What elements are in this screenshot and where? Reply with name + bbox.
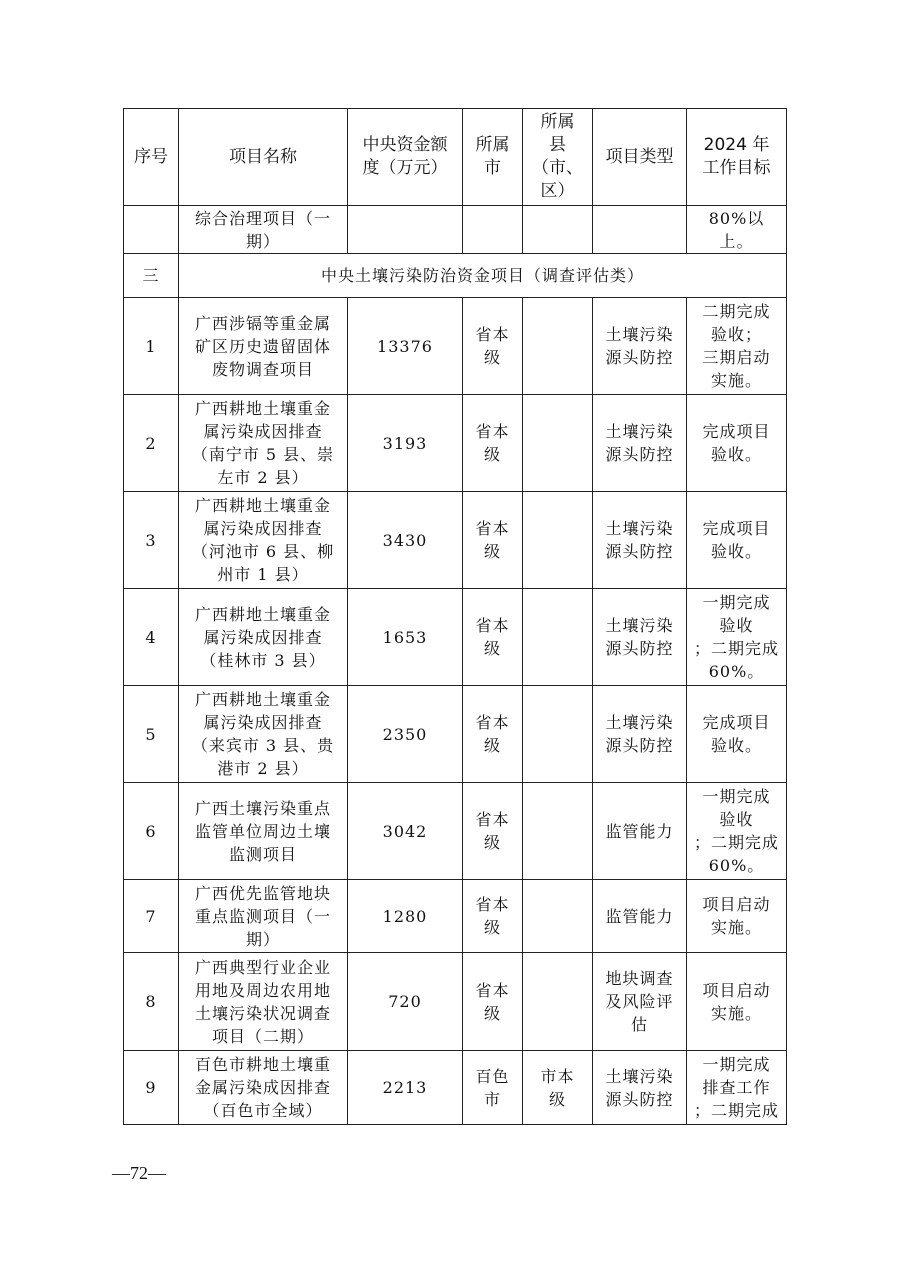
cell-line: 验收	[719, 810, 754, 829]
cell-city	[463, 1051, 523, 1125]
cell-line: 省本	[475, 519, 510, 538]
cell-line: 13376	[377, 336, 433, 356]
cell-line: 省本	[475, 980, 510, 1000]
cell-line: 矿区历史遗留固体	[194, 336, 331, 356]
cell-line: 完成项目	[702, 713, 771, 732]
cell-line: 省本	[475, 616, 510, 635]
cell-line: 720	[388, 992, 422, 1011]
cell-line: 土壤污染	[605, 1066, 674, 1086]
cell-line: 土壤污染	[605, 713, 674, 732]
cell-line: 广西耕地土壤重金	[194, 496, 331, 515]
section-seq: 三	[124, 254, 179, 298]
cell-name: 综合治理项目（一 期）	[179, 206, 348, 254]
cell-line: 属污染成因排查	[203, 627, 323, 647]
cell-line: 9	[145, 1078, 157, 1097]
cell-amount	[348, 953, 463, 1051]
cell-amount	[348, 783, 463, 880]
cell-line: 源头防控	[605, 1089, 674, 1109]
cell-line: 港市 2 县）	[217, 759, 309, 778]
cell-type	[593, 206, 687, 254]
cell-line: 市本	[540, 1066, 575, 1086]
cell-line: 3430	[382, 530, 428, 550]
cell-name	[179, 1051, 348, 1125]
cell-line: 8	[145, 992, 157, 1011]
cell-name	[179, 686, 348, 783]
cell-line: 级	[483, 1003, 501, 1023]
cell-seq	[124, 206, 179, 254]
cell-line: 广西优先监管地块	[194, 883, 331, 903]
header-amount: 中央资金额 度（万元）	[348, 109, 463, 206]
cell-name	[179, 880, 348, 953]
cell-county	[523, 1051, 593, 1125]
cell-city	[463, 206, 523, 254]
cell-name	[179, 395, 348, 492]
cell-line: 一期完成	[702, 787, 771, 806]
cell-line: 项目启动	[702, 895, 771, 914]
cell-line: 估	[630, 1015, 648, 1034]
cell-county	[523, 880, 593, 953]
cell-target	[687, 298, 787, 395]
cell-line: 60%。	[708, 856, 765, 875]
cell-line: 级	[483, 918, 501, 937]
cell-line: 级	[548, 1089, 566, 1109]
cell-line: 源头防控	[605, 542, 674, 561]
cell-line: 级	[483, 348, 501, 367]
cell-city	[463, 783, 523, 880]
table-row	[124, 880, 787, 953]
table-row	[124, 1051, 787, 1125]
cell-line: 1280	[382, 906, 428, 926]
cell-amount	[348, 880, 463, 953]
cell-line: 源头防控	[605, 348, 674, 367]
cell-line: （河池市 6 县、柳	[191, 542, 335, 561]
cell-line: 源头防控	[605, 639, 674, 658]
cell-city	[463, 589, 523, 686]
cell-amount	[348, 1051, 463, 1125]
cell-line: 级	[483, 736, 501, 755]
cell-target	[687, 783, 787, 880]
header-city: 所属 市	[463, 109, 523, 206]
cell-amount	[348, 686, 463, 783]
cell-target	[687, 589, 787, 686]
table-row	[124, 395, 787, 492]
cell-seq	[124, 298, 179, 395]
cell-seq	[124, 395, 179, 492]
cell-line: 60%。	[708, 662, 765, 681]
cell-line: 省本	[475, 810, 510, 829]
cell-line: 广西耕地土壤重金	[194, 690, 331, 709]
cell-seq	[124, 953, 179, 1051]
section-title: 中央土壤污染防治资金项目（调查评估类）	[179, 254, 787, 298]
header-county: 所属 县 （市、 区）	[523, 109, 593, 206]
cell-seq	[124, 1051, 179, 1125]
cell-line: 左市 2 县）	[217, 468, 309, 487]
cell-seq	[124, 686, 179, 783]
cell-name	[179, 783, 348, 880]
cell-line: ；二期完成	[693, 1101, 779, 1120]
cell-line: （来宾市 3 县、贵	[191, 736, 335, 755]
cell-line: 完成项目	[702, 422, 771, 441]
cell-amount	[348, 492, 463, 589]
cell-county	[523, 953, 593, 1051]
header-type: 项目类型	[593, 109, 687, 206]
header-name: 项目名称	[179, 109, 348, 206]
cell-name	[179, 589, 348, 686]
cell-target	[687, 492, 787, 589]
cell-name	[179, 492, 348, 589]
cell-line: 及风险评	[605, 992, 674, 1011]
cell-line: 省本	[475, 325, 510, 344]
header-row	[124, 109, 787, 206]
cell-type	[593, 1051, 687, 1125]
cell-line: 监测项目	[228, 844, 297, 864]
cell-line: 土壤污染	[605, 519, 674, 538]
cell-city	[463, 492, 523, 589]
cell-line: 监管能力	[605, 906, 674, 926]
cell-line: 用地及周边农用地	[194, 980, 331, 1000]
section-row	[124, 254, 787, 298]
cell-county	[523, 395, 593, 492]
cell-line: 完成项目	[702, 519, 771, 538]
cell-seq	[124, 880, 179, 953]
cell-type	[593, 395, 687, 492]
cell-type	[593, 686, 687, 783]
cell-county	[523, 686, 593, 783]
header-seq: 序号	[124, 109, 179, 206]
cell-line: 实施。	[710, 371, 762, 390]
cell-line: 州市 1 县）	[217, 565, 309, 584]
cell-line: 源头防控	[605, 736, 674, 755]
cell-line: 5	[145, 724, 157, 744]
cell-line: 金属污染成因排查	[194, 1078, 331, 1097]
table-row	[124, 783, 787, 880]
page-number: —72—	[112, 1163, 166, 1183]
cell-line: 验收	[719, 616, 754, 635]
table-row	[124, 298, 787, 395]
cell-target	[687, 880, 787, 953]
cell-line: 重点监测项目（一	[194, 906, 331, 926]
cell-line: 省本	[475, 895, 510, 914]
cell-line: 7	[145, 906, 157, 926]
table-row	[124, 492, 787, 589]
cell-seq	[124, 783, 179, 880]
cell-line: 排查工作	[702, 1078, 771, 1097]
cell-line: 百色市耕地土壤重	[194, 1055, 331, 1074]
cell-seq	[124, 589, 179, 686]
cell-line: 属污染成因排查	[203, 519, 323, 538]
cell-line: 源头防控	[605, 445, 674, 464]
cell-amount	[348, 206, 463, 254]
cell-line: 6	[145, 821, 157, 841]
cell-line: 属污染成因排查	[203, 713, 323, 732]
cell-line: 省本	[475, 422, 510, 441]
cell-amount	[348, 395, 463, 492]
cell-county	[523, 206, 593, 254]
cell-target: 80%以上。	[687, 206, 787, 254]
cell-city	[463, 686, 523, 783]
cell-line: 验收。	[710, 445, 762, 464]
cell-line: 级	[483, 445, 501, 464]
cell-line: 期）	[245, 929, 280, 949]
cell-target	[687, 953, 787, 1051]
cell-target	[687, 686, 787, 783]
cell-type	[593, 589, 687, 686]
cell-city	[463, 298, 523, 395]
cell-line: 地块调查	[605, 969, 674, 988]
cell-line: 属污染成因排查	[203, 422, 323, 441]
cell-line: 实施。	[710, 1003, 762, 1023]
cell-line: 监管能力	[605, 821, 674, 841]
cell-city	[463, 880, 523, 953]
cell-line: 广西涉镉等重金属	[194, 313, 331, 333]
cell-line: 三期启动	[702, 348, 771, 367]
cell-type	[593, 953, 687, 1051]
cell-amount	[348, 589, 463, 686]
cell-line: 项目启动	[702, 980, 771, 1000]
cell-type	[593, 492, 687, 589]
cell-line: 级	[483, 542, 501, 561]
cell-line: 3193	[382, 433, 428, 453]
cell-line: 2350	[382, 724, 428, 744]
cell-line: 广西典型行业企业	[194, 957, 331, 977]
cell-line: 验收。	[710, 542, 762, 561]
cell-type	[593, 880, 687, 953]
project-table	[123, 108, 787, 1125]
cell-line: 一期完成	[702, 1055, 771, 1074]
header-target: 2024 年 工作目标	[687, 109, 787, 206]
cell-amount	[348, 298, 463, 395]
cell-type	[593, 783, 687, 880]
cell-line: 广西土壤污染重点	[194, 798, 331, 818]
cell-line: 废物调查项目	[211, 359, 314, 379]
cell-line: 土壤污染	[605, 616, 674, 635]
continuation-row	[124, 206, 787, 254]
cell-line: 土壤污染状况调查	[194, 1003, 331, 1023]
cell-name	[179, 953, 348, 1051]
cell-line: 土壤污染	[605, 325, 674, 344]
cell-county	[523, 783, 593, 880]
cell-city	[463, 395, 523, 492]
cell-line: 3042	[382, 821, 428, 841]
cell-name	[179, 298, 348, 395]
cell-line: 一期完成	[702, 593, 771, 612]
cell-line: （南宁市 5 县、崇	[191, 445, 335, 464]
table-row	[124, 686, 787, 783]
cell-line: 2213	[382, 1078, 428, 1097]
cell-line: 广西耕地土壤重金	[194, 604, 331, 624]
cell-line: 市	[483, 1089, 501, 1109]
cell-line: 级	[483, 639, 501, 658]
cell-county	[523, 492, 593, 589]
cell-county	[523, 589, 593, 686]
cell-seq	[124, 492, 179, 589]
cell-type	[593, 298, 687, 395]
cell-target	[687, 395, 787, 492]
cell-line: 广西耕地土壤重金	[194, 399, 331, 418]
cell-line: 实施。	[710, 918, 762, 937]
cell-line: 级	[483, 833, 501, 852]
cell-line: 1653	[382, 627, 428, 647]
cell-county	[523, 298, 593, 395]
cell-city	[463, 953, 523, 1051]
cell-line: （百色市全域）	[203, 1101, 323, 1120]
cell-line: ；二期完成	[693, 833, 779, 852]
cell-line: 土壤污染	[605, 422, 674, 441]
cell-line: 2	[145, 433, 157, 453]
cell-line: （桂林市 3 县）	[200, 650, 326, 670]
cell-line: 验收。	[710, 736, 762, 755]
table-row	[124, 589, 787, 686]
cell-line: 1	[145, 336, 157, 356]
cell-line: 4	[145, 627, 157, 647]
cell-line: 项目（二期）	[211, 1026, 314, 1046]
table-row	[124, 953, 787, 1051]
cell-line: 3	[145, 530, 157, 550]
cell-line: 百色	[475, 1066, 510, 1086]
cell-line: ；二期完成	[693, 639, 779, 658]
cell-line: 二期完成	[702, 302, 771, 321]
cell-target	[687, 1051, 787, 1125]
cell-line: 省本	[475, 713, 510, 732]
cell-line: 验收；	[710, 325, 762, 344]
cell-line: 监管单位周边土壤	[194, 821, 331, 841]
